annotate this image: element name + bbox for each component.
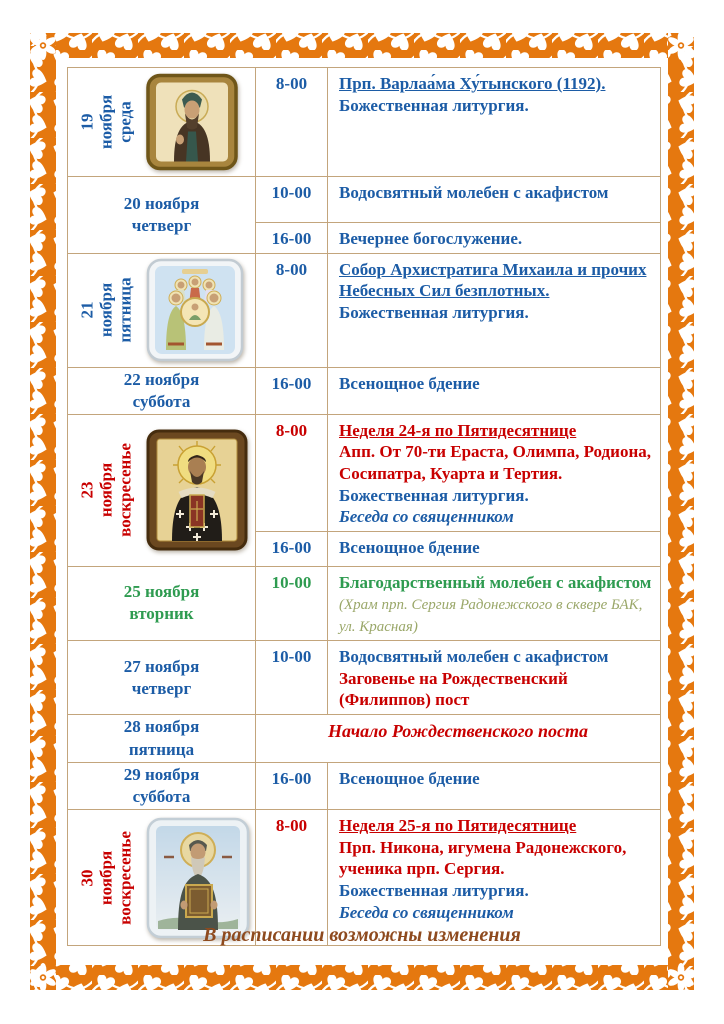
date-label: 25 ноября вторник: [123, 582, 200, 624]
text-segment: Беседа со священником: [339, 902, 514, 922]
text-segment: Всенощное бдение: [339, 373, 480, 393]
date-cell: [68, 641, 256, 715]
service-cell: [328, 177, 661, 223]
table-row: [68, 566, 661, 641]
text-segment: Водосвятный молебен с акафистом: [339, 647, 609, 667]
date-label: 30 ноября воскресенье: [77, 830, 135, 925]
date-cell: [68, 414, 256, 566]
date-label: 19 ноября среда: [77, 94, 135, 150]
text-segment: (Храм прп. Сергия Радонежского в сквере БАК, ул. Красная): [339, 597, 643, 636]
schedule-table: [67, 67, 661, 946]
service-cell: [328, 763, 661, 810]
date-cell: [68, 367, 256, 414]
time-cell: 8-00: [256, 414, 328, 531]
service-line: [339, 182, 654, 204]
text-segment: Заговенье на Рождественский (Филиппов) пост: [339, 668, 568, 710]
table-row: [68, 715, 661, 763]
table-row: [68, 763, 661, 810]
date-label: 20 ноября четверг: [123, 193, 200, 235]
text-segment: Собор Архистратига Михаила и прочих Небесных Сил безплотных.: [339, 259, 647, 301]
time-cell: 8-00: [256, 68, 328, 177]
service-cell: [328, 414, 661, 531]
service-line: [339, 95, 654, 117]
table-row: [68, 253, 661, 367]
service-line: [339, 506, 654, 528]
service-line: [257, 720, 659, 743]
text-segment: Благодарственный молебен с акафистом: [339, 572, 652, 592]
text-segment: Прп. Никона, игумена Радонежского, ученика прп. Сергия.: [339, 837, 627, 879]
text-segment: Всенощное бдение: [339, 769, 480, 789]
text-segment: Вечернее богослужение.: [339, 229, 523, 248]
date-label: 22 ноября суббота: [123, 369, 200, 411]
text-segment: Начало Рождественского поста: [327, 721, 589, 742]
text-segment: Беседа со священником: [339, 507, 514, 527]
service-line: [339, 373, 654, 395]
date-cell: [68, 68, 256, 177]
service-cell: [328, 253, 661, 367]
text-segment: Божественная литургия.: [339, 95, 529, 115]
date-cell: [68, 763, 256, 810]
service-cell: [328, 566, 661, 641]
date-cell: [68, 715, 256, 763]
time-cell: 10-00: [256, 566, 328, 641]
service-line: [339, 902, 654, 924]
service-cell: [328, 68, 661, 177]
text-segment: Апп. От 70-ти Ераста, Олимпа, Родиона, Сосипатра, Куарта и Тертия.: [339, 442, 651, 483]
date-cell: [68, 177, 256, 254]
text-segment: Божественная литургия.: [339, 302, 529, 322]
date-label: 28 ноября пятница: [123, 717, 200, 759]
service-line: [339, 537, 654, 559]
time-cell: 10-00: [256, 177, 328, 223]
table-row: [68, 414, 661, 531]
service-line: [339, 837, 654, 880]
text-segment: Неделя 25-я по Пятидесятнице: [339, 816, 577, 836]
time-cell: 16-00: [256, 367, 328, 414]
service-line: [339, 302, 654, 324]
time-cell: 16-00: [256, 531, 328, 566]
service-line: [339, 259, 654, 302]
service-line: [339, 815, 654, 837]
text-segment: Божественная литургия.: [339, 880, 529, 900]
text-segment: Всенощное бдение: [339, 537, 480, 557]
date-cell: [68, 566, 256, 641]
time-cell: 8-00: [256, 253, 328, 367]
service-cell: [328, 367, 661, 414]
service-line: [339, 73, 654, 95]
date-label: 27 ноября четверг: [123, 656, 200, 698]
icon-image-st-varlaam-khutynsky: [146, 74, 238, 171]
icon-image-st-nikon-of-radonezh: [146, 817, 250, 939]
service-line: [339, 441, 654, 506]
service-line: [339, 572, 654, 638]
footer-note: В расписании возможны изменения: [203, 924, 521, 946]
time-cell: 8-00: [256, 810, 328, 946]
time-cell: 16-00: [256, 763, 328, 810]
service-line: [339, 668, 654, 711]
service-line: [339, 420, 654, 442]
announcement-cell: [256, 715, 661, 763]
service-line: [339, 228, 654, 250]
text-segment: Неделя 24-я по Пятидесятнице: [339, 420, 577, 440]
time-cell: 10-00: [256, 641, 328, 715]
text-segment: Божественная литургия.: [339, 485, 529, 505]
service-line: [339, 646, 654, 668]
table-row: [68, 641, 661, 715]
date-label: 21 ноября пятница: [77, 277, 135, 343]
table-row: [68, 177, 661, 223]
text-segment: Прп. Варлаа́ма Ху́тынского (1192).: [339, 74, 606, 93]
time-cell: 16-00: [256, 223, 328, 254]
table-row: [68, 68, 661, 177]
service-cell: [328, 223, 661, 254]
icon-image-apostle-erastus: [146, 429, 248, 551]
table-row: [68, 367, 661, 414]
service-cell: [328, 641, 661, 715]
icon-image-synaxis-of-archangel-michael: [146, 258, 244, 362]
date-label: 29 ноября суббота: [123, 765, 200, 807]
date-label: 23 ноября воскресенье: [77, 443, 135, 538]
date-cell: [68, 253, 256, 367]
text-segment: Водосвятный молебен с акафистом: [339, 183, 609, 202]
service-line: [339, 880, 654, 902]
service-line: [339, 768, 654, 790]
service-cell: [328, 531, 661, 566]
